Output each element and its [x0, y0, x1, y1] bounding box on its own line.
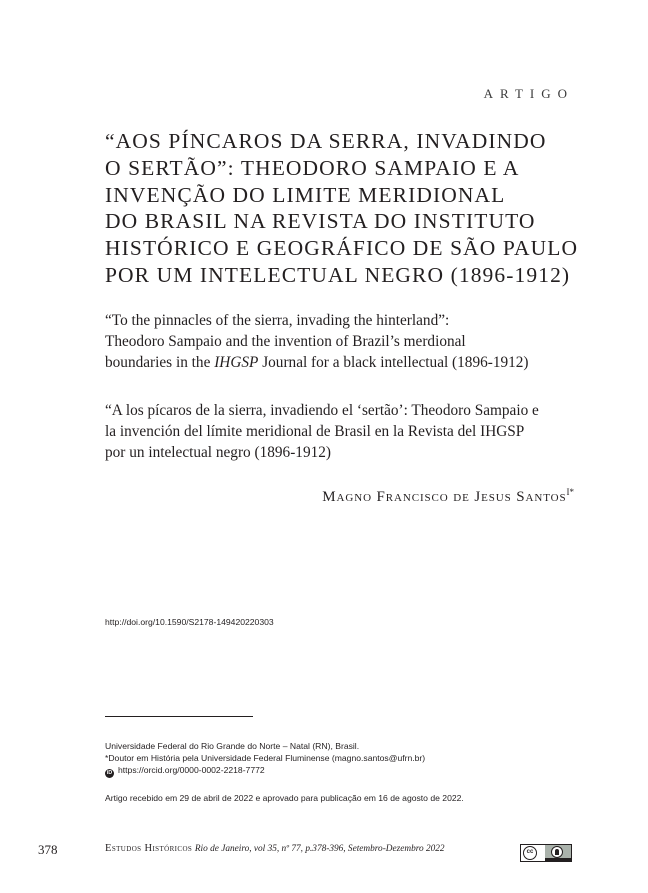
attribution-icon — [551, 846, 563, 858]
cc-by-icon[interactable] — [520, 844, 572, 862]
cc-icon: cc — [523, 846, 537, 860]
by-band — [545, 858, 571, 861]
article-title-line: HISTÓRICO E GEOGRÁFICO DE SÃO PAULO — [105, 236, 579, 261]
orcid-footnote — [105, 764, 425, 778]
article-title-line: “AOS PÍNCAROS DA SERRA, INVADINDO — [105, 129, 547, 153]
english-title-line: “To the pinnacles of the sierra, invading the hinterland”: — [105, 312, 450, 329]
footnote-divider — [105, 716, 253, 717]
english-title-text: Journal for a black intellectual (1896-1912) — [258, 354, 529, 371]
article-title-line: POR UM INTELECTUAL NEGRO (1896-1912) — [105, 262, 571, 287]
journal-acronym: IHGSP — [214, 354, 259, 371]
journal-name: Estudos Históricos — [105, 843, 193, 854]
english-title-line: Theodoro Sampaio and the invention of Brazil’s merdional — [105, 333, 466, 350]
journal-citation: Rio de Janeiro, vol 35, nº 77, p.378-396, Setembro-Dezembro 2022 — [194, 844, 445, 854]
english-title — [105, 310, 575, 373]
orcid-link[interactable]: https://orcid.org/0000-0002-2218-7772 — [118, 765, 265, 776]
article-title — [105, 128, 585, 289]
article-title-line: O SERTÃO”: THEODORO SAMPAIO E A — [105, 155, 520, 180]
degree-footnote: *Doutor em História pela Universidade Federal Fluminense (magno.santos@ufrn.br) — [105, 753, 426, 764]
doi-link[interactable]: http://doi.org/10.1590/S2178-149420220303 — [105, 617, 274, 627]
article-title-line: INVENÇÃO DO LIMITE MERIDIONAL — [105, 182, 506, 207]
page-number: 378 — [38, 842, 58, 857]
spanish-title — [105, 400, 575, 463]
footnotes — [105, 740, 425, 778]
author-byline — [322, 487, 574, 506]
spanish-title-line: por un intelectual negro (1896-1912) — [105, 444, 331, 461]
received-note: Artigo recebido em 29 de abril de 2022 e aprovado para publicação em 16 de agosto de 2022. — [105, 793, 464, 803]
article-title-line: DO BRASIL NA REVISTA DO INSTITUTO — [105, 209, 536, 234]
spanish-title-line: la invención del límite meridional de Brasil en la Revista del IHGSP — [105, 423, 525, 440]
spanish-title-line: “A los pícaros de la sierra, invadiendo el ‘sertão’: Theodoro Sampaio e — [105, 402, 539, 419]
running-footer — [105, 843, 445, 854]
english-title-line — [105, 352, 575, 373]
affiliation-footnote: Universidade Federal do Rio Grande do Norte – Natal (RN), Brasil. — [105, 741, 360, 751]
author-footnote-marks: I* — [566, 487, 574, 497]
orcid-icon: iD — [106, 770, 113, 777]
section-label: ARTIGO — [483, 86, 574, 101]
author-name: Magno Francisco de Jesus Santos — [322, 489, 567, 505]
english-title-text: boundaries in the — [105, 354, 215, 371]
